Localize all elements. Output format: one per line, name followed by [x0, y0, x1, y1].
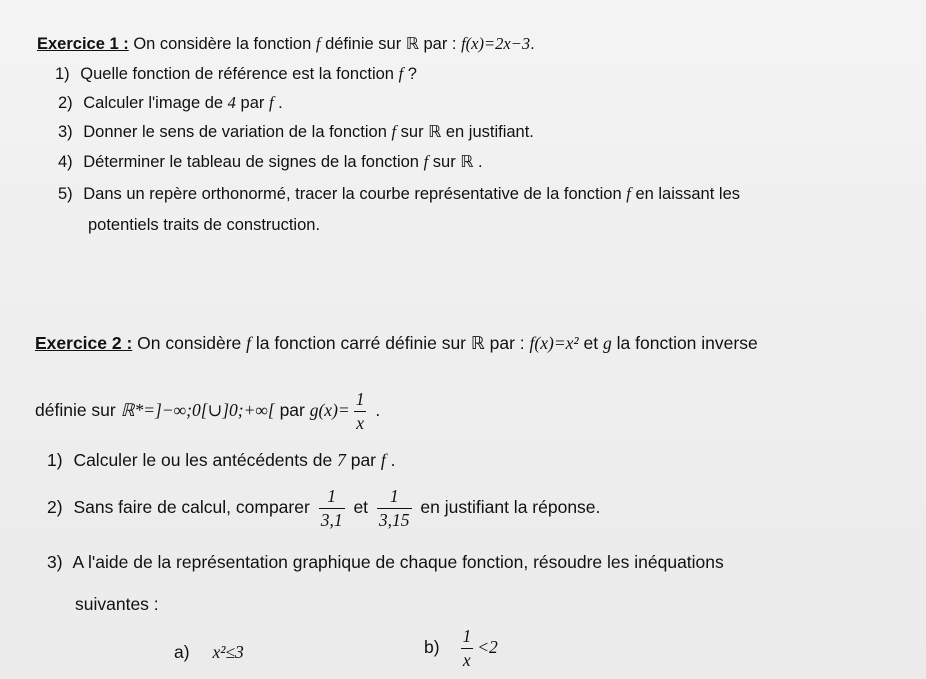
ex1-q2 — [58, 93, 283, 113]
ex1-q1-number: 1) — [55, 65, 70, 83]
ex2-q2-text: Sans faire de calcul, comparer — [73, 497, 310, 518]
ex1-q5-line2-text: potentiels traits de construction. — [88, 216, 321, 234]
ex1-q3-text: Donner le sens de variation de la fonction — [83, 123, 387, 141]
ex1-q5-line2 — [88, 216, 320, 235]
ex2-q3-line2 — [75, 594, 159, 615]
ex2-q2-b-numerator: 1 — [389, 486, 399, 506]
ex1-q2-value: 4 — [227, 93, 236, 112]
ex2-dot: . — [375, 400, 381, 421]
ex2-q3-line2-text: suivantes : — [75, 594, 159, 614]
ex2-q1-par: par — [350, 450, 377, 470]
ex1-q4-end: . — [477, 153, 483, 171]
ex2-q3-text: A l'aide de la représentation graphique de chaque fonction, résoudre les inéquations — [72, 552, 724, 572]
ex2-et: et — [583, 333, 599, 353]
ex1-q4-sur: sur — [432, 153, 456, 171]
ex2-q2-end: en justifiant la réponse. — [420, 497, 601, 518]
ex2-inequation-a — [174, 642, 244, 663]
ex1-statement — [37, 34, 535, 54]
ex2-b-denominator: x — [462, 649, 471, 670]
ex1-intro2: définie sur — [325, 35, 402, 53]
ex1-par: par : — [423, 35, 457, 53]
ex2-b-fraction — [460, 628, 473, 669]
ex1-q5-end: en laissant les — [635, 185, 740, 203]
ex2-q1 — [47, 450, 396, 471]
ex1-q2-text: Calculer l'image de — [83, 94, 224, 112]
ex1-q2-f: f — [268, 93, 274, 112]
ex2-q3 — [47, 552, 724, 573]
ex2-b-numerator: 1 — [462, 626, 472, 646]
ex2-q2-number: 2) — [47, 497, 63, 518]
ex2-def-label: définie sur — [35, 400, 116, 421]
ex1-q3-R: ℝ — [428, 123, 442, 141]
ex2-q2-fraction-a — [319, 488, 345, 529]
ex1-q1-f: f — [398, 64, 404, 83]
ex1-q5-text: Dans un repère orthonormé, tracer la courbe représentative de la fonction — [83, 185, 622, 203]
ex2-par2: par — [279, 400, 305, 421]
ex2-q1-value: 7 — [337, 450, 346, 470]
ex2-q2-a-numerator: 1 — [327, 486, 336, 506]
ex1-q1-text: Quelle fonction de référence est la fonction — [80, 65, 394, 83]
ex2-g-numerator: 1 — [355, 389, 365, 409]
ex1-q4-text: Déterminer le tableau de signes de la fonction — [83, 153, 419, 171]
ex2-g-fraction — [354, 391, 367, 432]
ex2-a-expression: x²≤3 — [212, 642, 244, 662]
ex2-f-symbol: f — [246, 333, 252, 353]
ex2-R-symbol: ℝ — [470, 333, 485, 353]
ex2-q3-number: 3) — [47, 552, 63, 572]
ex2-q1-end: . — [390, 450, 396, 470]
ex2-domain: ℝ*=]−∞;0[∪]0;+∞[ — [120, 400, 275, 421]
ex2-q2-a-denominator: 3,1 — [320, 509, 343, 530]
ex1-heading: Exercice 1 : — [37, 35, 129, 53]
ex1-q1 — [55, 64, 417, 84]
ex2-q2 — [47, 488, 600, 529]
ex2-q2-b-denominator: 3,15 — [378, 509, 410, 530]
ex2-inequation-b — [424, 628, 498, 669]
ex1-q2-number: 2) — [58, 94, 73, 112]
ex2-g-denominator: x — [356, 412, 364, 433]
ex2-formula-f: f(x)=x² — [529, 333, 579, 353]
ex2-intro: On considère — [137, 333, 242, 353]
ex2-q1-f: f — [380, 450, 386, 470]
ex1-q3-sur: sur — [400, 123, 424, 141]
ex2-heading: Exercice 2 : — [35, 333, 133, 353]
ex1-intro: On considère la fonction — [133, 35, 312, 53]
ex2-g-symbol: g — [603, 333, 612, 353]
ex1-dot: . — [530, 35, 535, 53]
ex1-f-symbol: f — [315, 34, 321, 53]
ex1-q3-number: 3) — [58, 123, 73, 141]
ex2-definition — [35, 391, 380, 432]
ex2-statement — [35, 333, 758, 354]
ex1-q3-f: f — [391, 122, 397, 141]
ex1-q5 — [58, 184, 740, 204]
ex2-intro3: la fonction inverse — [616, 333, 758, 353]
ex1-q3 — [58, 122, 534, 142]
ex2-q1-text: Calculer le ou les antécédents de — [73, 450, 333, 470]
ex1-q4 — [58, 152, 483, 172]
ex1-q4-number: 4) — [58, 153, 73, 171]
ex2-intro2: la fonction carré définie sur — [255, 333, 467, 353]
ex1-q4-f: f — [423, 152, 429, 171]
ex2-a-label: a) — [174, 642, 190, 662]
ex1-q1-end: ? — [407, 65, 417, 83]
ex1-q5-number: 5) — [58, 185, 73, 203]
ex2-b-relation: <2 — [477, 637, 498, 658]
ex1-q5-f: f — [626, 184, 631, 203]
ex1-R-symbol: ℝ — [405, 35, 419, 53]
ex2-q2-fraction-b — [377, 488, 412, 529]
ex2-b-label: b) — [424, 637, 440, 658]
ex1-q2-end: . — [278, 94, 283, 112]
ex1-q4-R: ℝ — [460, 153, 474, 171]
ex1-q2-par: par — [240, 94, 265, 112]
ex2-par: par : — [489, 333, 525, 353]
ex1-q3-end: en justifiant. — [445, 123, 534, 141]
ex2-q2-et: et — [353, 497, 369, 518]
ex2-q1-number: 1) — [47, 450, 63, 470]
ex1-formula: f(x)=2x−3 — [461, 34, 531, 53]
ex2-g-lhs: g(x)= — [309, 400, 350, 421]
